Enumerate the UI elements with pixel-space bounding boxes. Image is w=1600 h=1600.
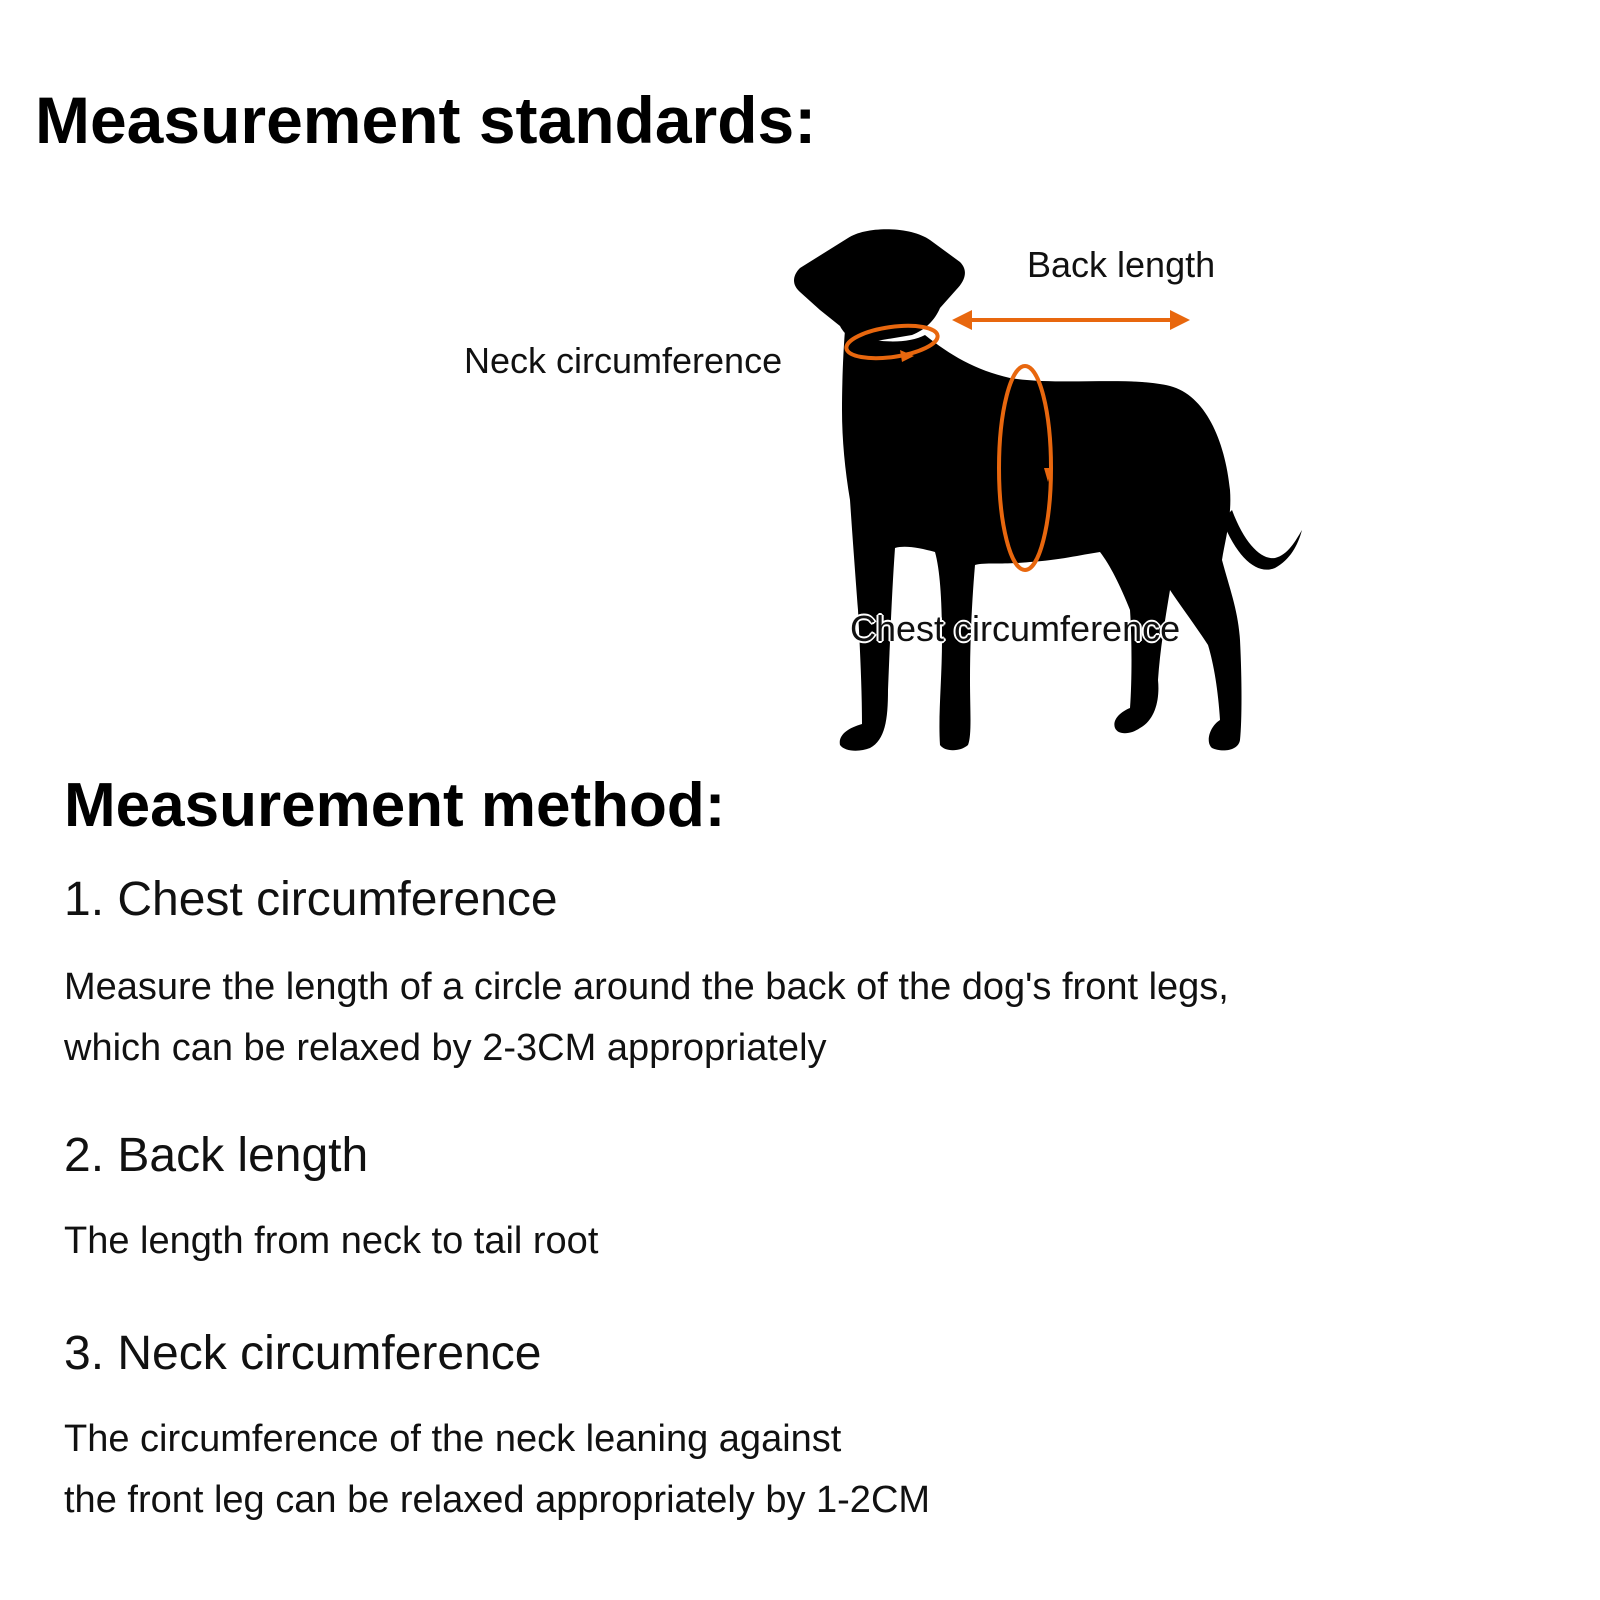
method-item-heading: 1. Chest circumference <box>64 873 558 926</box>
method-title: Measurement method: <box>64 771 726 840</box>
method-item-text-line: which can be relaxed by 2-3CM appropriately <box>64 1027 827 1069</box>
chest-circumference-label: Chest circumference <box>850 608 1181 649</box>
method-item-text-line: The circumference of the neck leaning against <box>64 1418 842 1460</box>
method-item-chest <box>64 872 1544 1079</box>
method-item-neck <box>64 1326 1544 1531</box>
method-item-text-line: The length from neck to tail root <box>64 1220 599 1262</box>
diagram-canvas <box>0 0 1600 780</box>
method-item-text-line: Measure the length of a circle around the back of the dog's front legs, <box>64 966 1229 1008</box>
method-item-text-line: the front leg can be relaxed appropriately by 1-2CM <box>64 1479 931 1521</box>
dog-measurement-diagram <box>0 0 1600 780</box>
method-item-heading: 3. Neck circumference <box>64 1327 542 1380</box>
neck-circumference-label: Neck circumference <box>464 340 783 381</box>
page-title: Measurement standards: <box>35 83 817 157</box>
dog-silhouette-icon <box>794 229 1302 750</box>
method-item-back <box>64 1128 1544 1272</box>
back-length-label: Back length <box>1027 244 1216 285</box>
method-item-heading: 2. Back length <box>64 1129 369 1182</box>
